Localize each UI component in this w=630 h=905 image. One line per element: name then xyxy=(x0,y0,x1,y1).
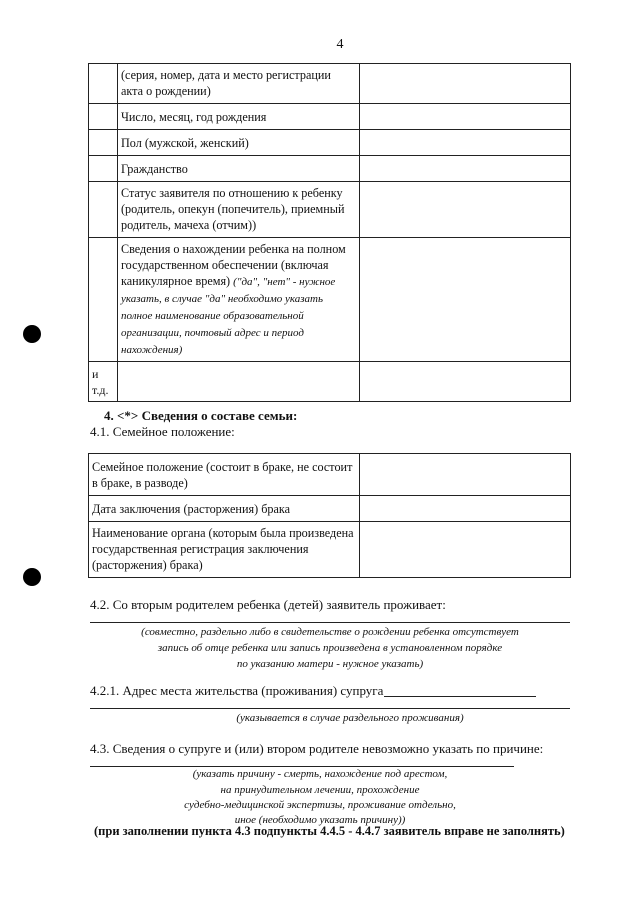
address-fill-line[interactable] xyxy=(384,696,536,697)
table-row xyxy=(89,522,571,578)
section-4-3-text: 4.3. Сведения о супруге и (или) втором родителе невозможно указать по причине: xyxy=(90,741,544,756)
section-4-2-1-text: 4.2.1. Адрес места жительства (проживания) супруга xyxy=(90,683,384,698)
table-row xyxy=(89,362,571,402)
row-label: Дата заключения (расторжения) брака xyxy=(89,496,360,522)
table-row xyxy=(89,130,571,156)
table-row xyxy=(89,454,571,496)
table-row xyxy=(89,182,571,238)
row-number xyxy=(89,104,118,130)
row-number xyxy=(89,130,118,156)
row-value[interactable] xyxy=(359,238,570,362)
section-4-3-note: (при заполнении пункта 4.3 подпункты 4.4.5 - 4.4.7 заявитель вправе не заполнять) xyxy=(94,824,565,838)
section-4-2-1-caption: (указывается в случае раздельного проживания) xyxy=(236,712,464,724)
row-label-note: ("да", "нет" - нужное указать, в случае "да" необходимо указать полное наименование образовательной организации, почтовый адрес и период нахождения) xyxy=(120,276,336,356)
section-4-2-caption-2: запись об отце ребенка или запись произведена в установленном порядке xyxy=(157,642,503,654)
family-table xyxy=(88,453,571,578)
row-value[interactable] xyxy=(359,130,570,156)
row-value[interactable] xyxy=(359,522,570,578)
section-4-1-label: 4.1. Семейное положение: xyxy=(90,424,235,439)
row-number xyxy=(89,64,118,104)
section-4-heading: 4. <*> Сведения о составе семьи: xyxy=(104,408,298,423)
row-label: Гражданство xyxy=(117,156,359,182)
row-number xyxy=(89,156,118,182)
section-4-3-caption-1: (указать причину - смерть, нахождение под арестом, xyxy=(192,768,448,780)
row-label-cell xyxy=(117,238,359,362)
row-label xyxy=(117,362,359,402)
row-label: (серия, номер, дата и место регистрации акта о рождении) xyxy=(117,64,359,104)
row-label: Наименование органа (которым была произведена государственная регистрация заключения (расторжения) брака) xyxy=(89,522,360,578)
row-label: Число, месяц, год рождения xyxy=(117,104,359,130)
section-4-3-caption-2: на принудительном лечении, прохождение xyxy=(220,784,420,796)
row-number xyxy=(89,238,118,362)
punch-hole xyxy=(23,568,41,586)
row-value[interactable] xyxy=(359,64,570,104)
row-value[interactable] xyxy=(359,156,570,182)
row-label: Статус заявителя по отношению к ребенку (родитель, опекун (попечитель), приемный родитель, мачеха (отчим)) xyxy=(117,182,359,238)
punch-hole xyxy=(23,325,41,343)
row-label: Сведения о нахождении ребенка на полном государственном обеспечении (включая каникулярное время) xyxy=(120,242,346,288)
section-4-2-caption-3: по указанию матери - нужное указать) xyxy=(236,658,424,670)
page-number: 4 xyxy=(336,37,344,52)
row-value[interactable] xyxy=(359,454,570,496)
row-number xyxy=(89,182,118,238)
row-value[interactable] xyxy=(359,496,570,522)
child-info-table xyxy=(88,63,571,402)
table-row xyxy=(89,238,571,362)
section-4-2-text: 4.2. Со вторым родителем ребенка (детей) заявитель проживает: xyxy=(90,597,446,612)
table-row xyxy=(89,104,571,130)
row-value[interactable] xyxy=(359,182,570,238)
table-row xyxy=(89,496,571,522)
row-value[interactable] xyxy=(359,104,570,130)
row-number: и т.д. xyxy=(89,362,118,402)
fill-line[interactable] xyxy=(90,708,570,709)
table-row xyxy=(89,156,571,182)
section-4-3-caption-3: судебно-медицинской экспертизы, проживание отдельно, xyxy=(184,799,456,811)
row-value[interactable] xyxy=(359,362,570,402)
section-4-2-caption-1: (совместно, раздельно либо в свидетельстве о рождении ребенка отсутствует xyxy=(141,626,519,638)
fill-line[interactable] xyxy=(90,622,570,623)
section-4-3-caption-4: иное (необходимо указать причину)) xyxy=(234,814,406,826)
row-label: Пол (мужской, женский) xyxy=(117,130,359,156)
table-row xyxy=(89,64,571,104)
row-label: Семейное положение (состоит в браке, не состоит в браке, в разводе) xyxy=(89,454,360,496)
